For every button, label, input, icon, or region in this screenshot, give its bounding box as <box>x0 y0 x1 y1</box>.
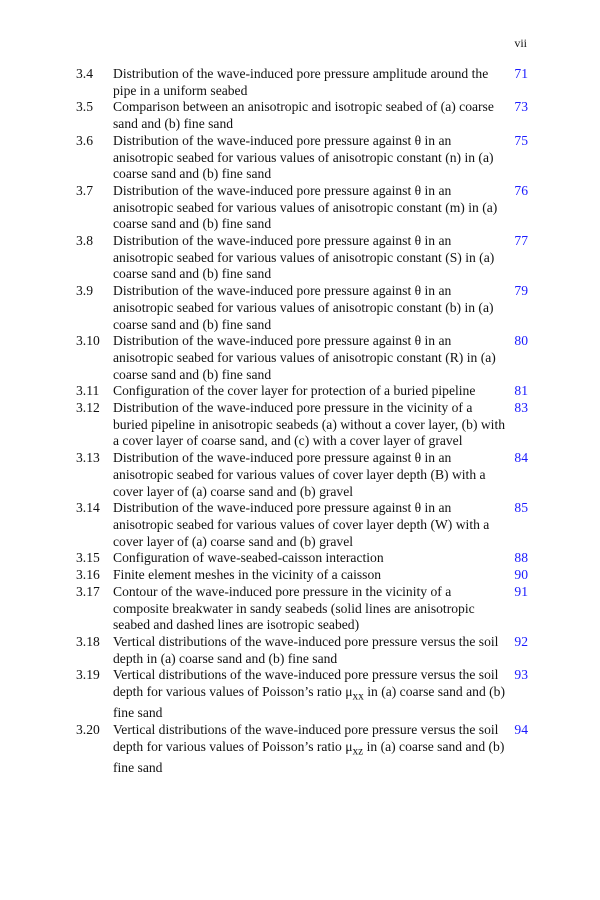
toc-entry[interactable] <box>76 400 528 450</box>
symbol-subscript: xz <box>352 745 364 758</box>
figure-title <box>113 722 506 777</box>
figure-number: 3.13 <box>76 450 100 466</box>
figure-number: 3.19 <box>76 667 100 683</box>
figure-title: Configuration of the cover layer for protection of a buried pipeline <box>113 383 476 399</box>
page-number: vii <box>514 36 527 50</box>
toc-entry[interactable] <box>76 66 528 99</box>
list-of-figures <box>76 66 528 777</box>
toc-entry[interactable] <box>76 99 528 132</box>
page-link[interactable]: 81 <box>514 383 528 399</box>
figure-title: Distribution of the wave-induced pore pressure against θ in an anisotropic seabed for various values of anisotropic constant (S) in (a) coarse sand and (b) fine sand <box>113 233 495 282</box>
toc-entry[interactable] <box>76 584 528 634</box>
figure-number: 3.18 <box>76 633 100 649</box>
toc-entry[interactable] <box>76 133 528 183</box>
figure-title: Contour of the wave-induced pore pressure in the vicinity of a composite breakwater in sandy seabeds (solid lines are anisotropic seabed and dashed lines are isotropic seabed) <box>113 583 475 633</box>
page-link[interactable]: 80 <box>514 333 528 349</box>
figure-number: 3.8 <box>76 233 93 249</box>
figure-number: 3.10 <box>76 333 100 349</box>
page-link[interactable]: 79 <box>514 283 528 299</box>
toc-entry[interactable] <box>76 183 528 233</box>
figure-title: Distribution of the wave-induced pore pressure against θ in an anisotropic seabed for various values of anisotropic constant (b) in (a) coarse sand and (b) fine sand <box>113 283 494 332</box>
page-link[interactable]: 88 <box>514 550 528 566</box>
figure-number: 3.11 <box>76 383 100 399</box>
page-link[interactable]: 83 <box>514 400 528 416</box>
figure-title: Distribution of the wave-induced pore pressure against θ in an anisotropic seabed for various values of anisotropic constant (R) in (a) coarse sand and (b) fine sand <box>113 333 496 382</box>
title-text-after: in (a) coarse sand and (b) fine sand <box>113 684 505 721</box>
mu-symbol: μ <box>345 738 353 754</box>
figure-title: Distribution of the wave-induced pore pressure against θ in an anisotropic seabed for various values of anisotropic constant (m) in (a) coarse sand and (b) fine sand <box>113 182 498 232</box>
title-text-before: Vertical distributions of the wave-induced pore pressure versus the soil depth for various values of Poisson’s ratio <box>113 722 499 754</box>
figure-title: Distribution of the wave-induced pore pressure against θ in an anisotropic seabed for various values of cover layer depth (B) with a cover layer of (a) coarse sand and (b) gravel <box>113 450 486 499</box>
toc-entry[interactable] <box>76 500 528 550</box>
figure-title: Distribution of the wave-induced pore pressure against θ in an anisotropic seabed for various values of anisotropic constant (n) in (a) coarse sand and (b) fine sand <box>113 132 494 182</box>
toc-entry[interactable] <box>76 383 528 400</box>
page-link[interactable]: 84 <box>514 450 528 466</box>
toc-entry[interactable] <box>76 722 528 777</box>
page-link[interactable]: 90 <box>514 567 528 583</box>
page-link[interactable]: 71 <box>514 66 528 81</box>
page-link[interactable]: 76 <box>514 182 528 198</box>
page-link[interactable]: 85 <box>514 500 528 516</box>
figure-title: Distribution of the wave-induced pore pressure in the vicinity of a buried pipeline in anisotropic seabeds (a) without a cover layer, (b) with a cover layer of coarse sand, and (c) with a cover layer of gravel <box>113 400 506 449</box>
mu-symbol: μ <box>345 684 353 700</box>
figure-title: Distribution of the wave-induced pore pressure against θ in an anisotropic seabed for various values of cover layer depth (W) with a cover layer of (a) coarse sand and (b) gravel <box>113 500 490 549</box>
page-link[interactable]: 77 <box>514 233 528 249</box>
figure-number: 3.7 <box>76 182 93 198</box>
figure-number: 3.20 <box>76 722 100 738</box>
figure-number: 3.17 <box>76 583 100 599</box>
title-text-before: Vertical distributions of the wave-induced pore pressure versus the soil depth for various values of Poisson’s ratio <box>113 667 499 700</box>
toc-entry[interactable] <box>76 667 528 722</box>
figure-number: 3.12 <box>76 400 100 416</box>
page-link[interactable]: 94 <box>514 722 528 738</box>
figure-title: Finite element meshes in the vicinity of a caisson <box>113 567 382 583</box>
page-link[interactable]: 92 <box>514 633 528 649</box>
figure-number: 3.15 <box>76 550 100 566</box>
figure-title: Configuration of wave-seabed-caisson interaction <box>113 550 384 566</box>
figure-title: Vertical distributions of the wave-induced pore pressure versus the soil depth in (a) coarse sand and (b) fine sand <box>113 633 499 666</box>
figure-number: 3.5 <box>76 99 93 115</box>
figure-number: 3.6 <box>76 132 93 148</box>
figure-number: 3.4 <box>76 66 93 81</box>
toc-entry[interactable] <box>76 450 528 500</box>
page-link[interactable]: 75 <box>514 132 528 148</box>
toc-entry[interactable] <box>76 567 528 584</box>
page-link[interactable]: 93 <box>514 667 528 683</box>
page-link[interactable]: 91 <box>514 583 528 599</box>
figure-number: 3.9 <box>76 283 93 299</box>
figure-number: 3.14 <box>76 500 100 516</box>
figure-title <box>113 667 506 722</box>
symbol-subscript: xx <box>352 690 364 703</box>
toc-entry[interactable] <box>76 333 528 383</box>
figure-title: Distribution of the wave-induced pore pressure amplitude around the pipe in a uniform seabed <box>113 66 489 98</box>
toc-entry[interactable] <box>76 550 528 567</box>
title-text-after: in (a) coarse sand and (b) fine sand <box>113 738 505 776</box>
figure-number: 3.16 <box>76 567 100 583</box>
toc-entry[interactable] <box>76 233 528 283</box>
toc-entry[interactable] <box>76 283 528 333</box>
figure-title: Comparison between an anisotropic and isotropic seabed of (a) coarse sand and (b) fine sand <box>113 99 494 132</box>
toc-entry[interactable] <box>76 634 528 667</box>
page-link[interactable]: 73 <box>514 99 528 115</box>
